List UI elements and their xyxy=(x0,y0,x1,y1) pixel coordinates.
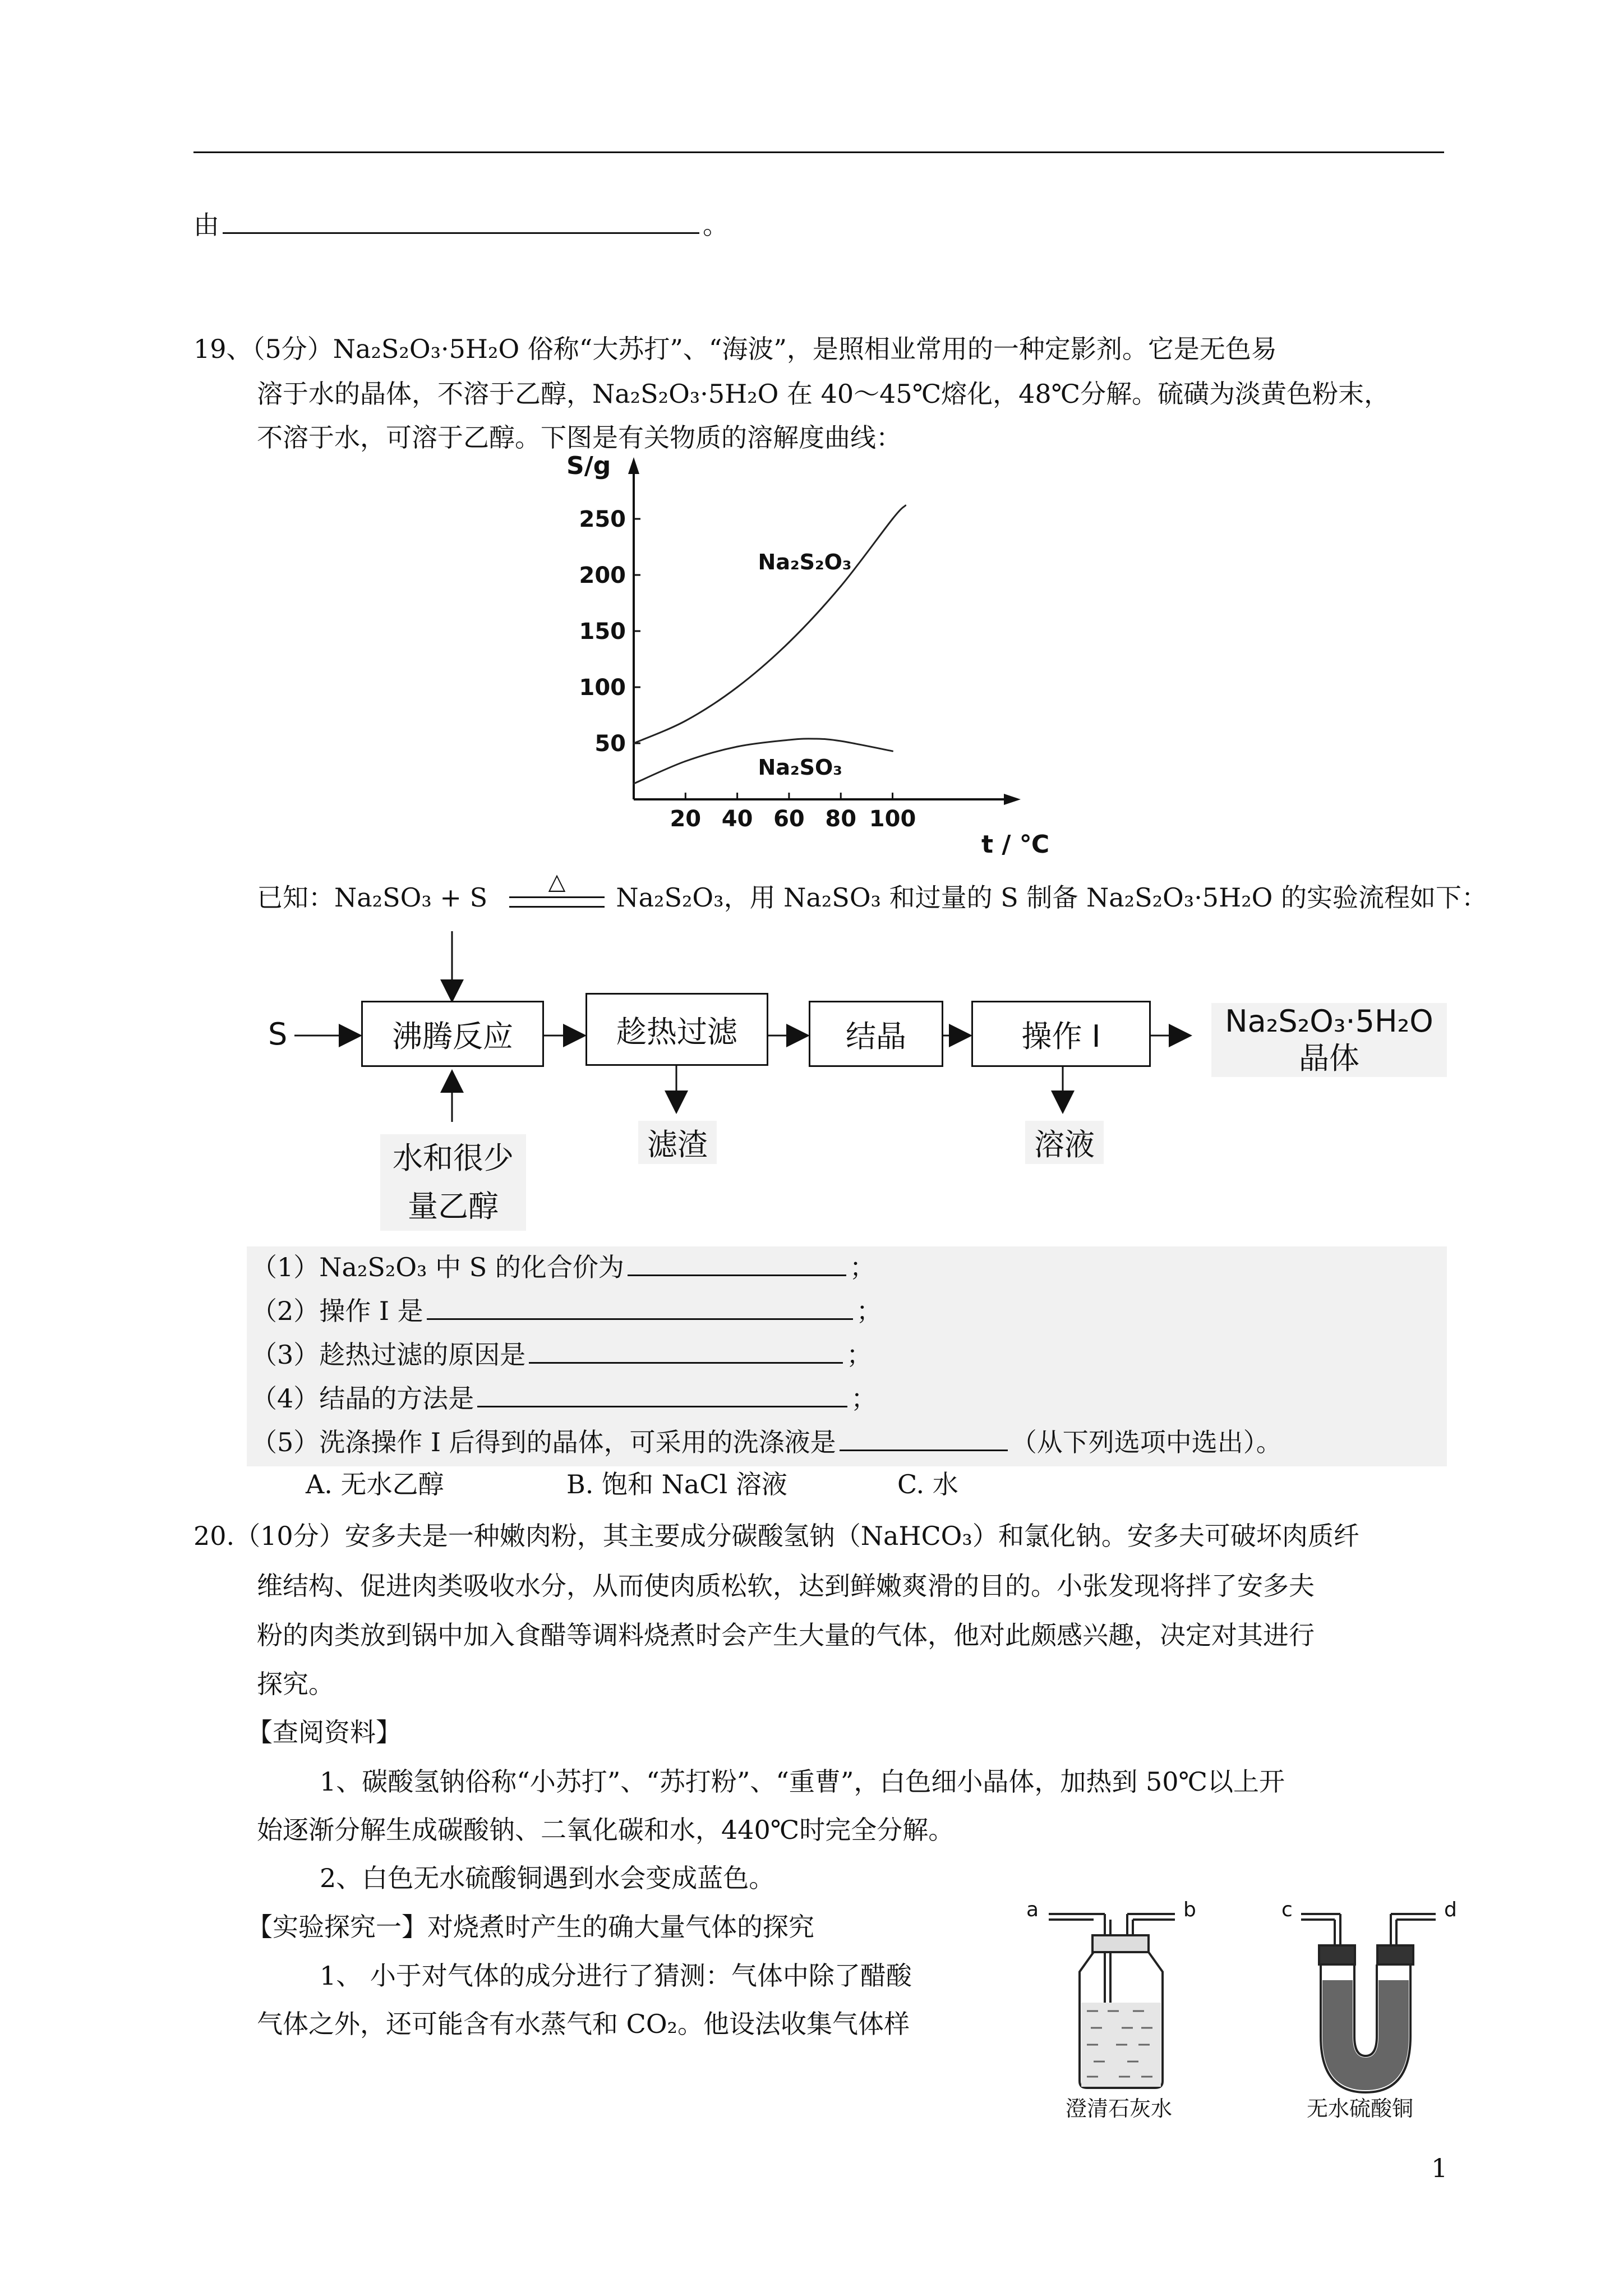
y-tick-label: 50 xyxy=(594,731,626,757)
flow-water-line2: 量乙醇 xyxy=(408,1189,499,1224)
series-point-0 xyxy=(685,720,686,722)
series-point-1 xyxy=(814,738,816,740)
flow-water-line1: 水和很少 xyxy=(393,1140,514,1176)
limewater-label: 澄清石灰水 xyxy=(1066,2096,1173,2121)
reaction-condition xyxy=(512,865,602,899)
question-2 xyxy=(251,1292,882,1328)
option-b: B. 饱和 NaCl 溶液 xyxy=(566,1469,787,1499)
flow-step-boiling-reaction-label: 沸腾反应 xyxy=(392,1018,513,1054)
x-tick-label: 100 xyxy=(869,806,916,832)
intro-line xyxy=(193,206,728,242)
series-point-0 xyxy=(736,687,738,688)
question-4-suffix: ； xyxy=(851,1383,877,1414)
q20-line1: 20.（10分）安多夫是一种嫩肉粉，其主要成分碳酸氢钠（NaHCO₃）和氯化钠。安多夫可破坏肉质纤 xyxy=(193,1521,1359,1551)
series-point-1 xyxy=(685,761,686,762)
tube-label-d: d xyxy=(1444,1898,1457,1921)
heat-triangle-icon: △ xyxy=(548,869,566,895)
series-point-1 xyxy=(633,783,635,785)
copper-sulfate-fill xyxy=(1322,1980,1409,2090)
question-2-suffix: ； xyxy=(856,1296,882,1326)
flow-step-boiling-reaction xyxy=(361,1001,544,1067)
flow-step-hot-filtration xyxy=(585,993,768,1066)
question-5 xyxy=(251,1424,1282,1459)
question-1-blank[interactable] xyxy=(628,1249,846,1276)
solubility-chart xyxy=(555,454,1088,858)
flow-step-crystallization-label: 结晶 xyxy=(846,1018,906,1054)
y-tick-label: 100 xyxy=(579,675,626,701)
question-4 xyxy=(251,1380,877,1415)
question-3-text: （3）趁热过滤的原因是 xyxy=(251,1340,526,1370)
flow-product xyxy=(1211,1003,1447,1077)
tube-label-a: a xyxy=(1026,1898,1039,1921)
apparatus-drawing xyxy=(1026,1902,1492,2115)
tube-label-b: b xyxy=(1183,1898,1196,1921)
series-line-0 xyxy=(634,505,906,743)
section-reference: 【查阅资料】 xyxy=(247,1717,402,1747)
y-axis-arrow xyxy=(628,457,639,474)
series-point-1 xyxy=(788,739,790,741)
q20-line3: 粉的肉类放到锅中加入食醋等调料烧煮时会产生大量的气体，他对此颇感兴趣，决定对其进行 xyxy=(257,1620,1315,1650)
series-label-0: Na₂S₂O₃ xyxy=(758,550,852,574)
q20-line2: 维结构、促进肉类吸收水分，从而使肉质松软，达到鲜嫩爽滑的目的。小张发现将拌了安多夫 xyxy=(257,1571,1315,1601)
flow-product-label: 晶体 xyxy=(1299,1041,1359,1076)
flow-step-operation-1-label: 操作 I xyxy=(1021,1018,1101,1054)
question-5-blank[interactable] xyxy=(840,1424,1008,1451)
page-number: 1 xyxy=(1431,2153,1448,2183)
question-1-text: （1）Na₂S₂O₃ 中 S 的化合价为 xyxy=(251,1252,624,1282)
option-c: C. 水 xyxy=(897,1469,958,1499)
q19-line2: 溶于水的晶体，不溶于乙醇，Na₂S₂O₃·5H₂O 在 40～45℃熔化，48℃分解。硫磺为淡黄色粉末， xyxy=(257,379,1390,409)
question-3-blank[interactable] xyxy=(529,1336,843,1364)
apparatus-figure xyxy=(1026,1898,1492,2121)
known-product: Na₂S₂O₃，用 Na₂SO₃ 和过量的 S 制备 Na₂S₂O₃·5H₂O 的实验流程如下： xyxy=(616,882,1487,913)
series-point-1 xyxy=(840,740,842,742)
question-3-suffix: ； xyxy=(846,1340,873,1370)
question-2-blank[interactable] xyxy=(427,1292,853,1320)
q19-line1: 19、（5分）Na₂S₂O₃·5H₂O 俗称“大苏打”、“海波”，是照相业常用的一种定影剂。它是无色易 xyxy=(193,334,1277,364)
series-point-1 xyxy=(736,746,738,748)
question-3 xyxy=(251,1336,872,1372)
copper-sulfate-label: 无水硫酸铜 xyxy=(1307,2096,1414,2121)
x-tick-label: 20 xyxy=(670,806,702,832)
x-axis-label: t / ℃ xyxy=(981,830,1050,858)
flow-input-s: S xyxy=(268,1016,288,1052)
question-4-blank[interactable] xyxy=(477,1380,847,1407)
flow-product-formula: Na₂S₂O₃·5H₂O xyxy=(1225,1004,1433,1039)
flow-water-ethanol xyxy=(380,1134,526,1231)
known-line xyxy=(257,869,1487,914)
known-prefix: 已知：Na₂SO₃ + S xyxy=(257,882,488,913)
header-rule xyxy=(193,151,1444,153)
series-point-1 xyxy=(892,751,893,752)
y-tick-label: 250 xyxy=(579,507,626,532)
x-tick-label: 40 xyxy=(721,806,753,832)
question-1 xyxy=(251,1249,875,1284)
flow-step-operation-1 xyxy=(971,1001,1151,1067)
intro-prefix: 由 xyxy=(193,210,219,240)
question-1-suffix: ； xyxy=(849,1252,875,1282)
question-5-text: （5）洗涤操作 I 后得到的晶体，可采用的洗涤液是 xyxy=(251,1427,836,1457)
x-axis-arrow xyxy=(1004,794,1021,805)
x-tick-label: 60 xyxy=(773,806,805,832)
y-tick-label: 200 xyxy=(579,563,626,588)
series-point-0 xyxy=(633,743,635,744)
series-point-0 xyxy=(892,518,893,520)
flow-solution: 溶液 xyxy=(1025,1121,1104,1164)
flow-diagram xyxy=(264,931,1453,1245)
reference-1b: 始逐渐分解生成碳酸钠、二氧化碳和水，440℃时完全分解。 xyxy=(257,1815,955,1845)
y-axis-label: S/g xyxy=(566,454,611,480)
option-a: A. 无水乙醇 xyxy=(306,1469,444,1499)
question-5-suffix: （从下列选项中选出）。 xyxy=(1011,1427,1282,1457)
series-point-0 xyxy=(840,586,842,587)
q20-line4: 探究。 xyxy=(257,1669,334,1699)
q19-line3: 不溶于水，可溶于乙醇。下图是有关物质的溶解度曲线： xyxy=(257,422,902,453)
flow-step-hot-filtration-label: 趁热过滤 xyxy=(616,1014,737,1050)
reaction-equal-sign xyxy=(509,896,605,908)
tube-label-c: c xyxy=(1281,1898,1293,1921)
question-2-text: （2）操作 I 是 xyxy=(251,1296,423,1326)
section-experiment-1: 【实验探究一】对烧煮时产生的确大量气体的探究 xyxy=(247,1912,814,1942)
x-tick-label: 80 xyxy=(825,806,857,832)
series-point-0 xyxy=(788,642,790,643)
intro-suffix: 。 xyxy=(703,210,728,240)
experiment-1a: 1、 小于对气体的成分进行了猜测：气体中除了醋酸 xyxy=(320,1961,912,1991)
y-tick-label: 150 xyxy=(579,619,626,645)
flow-step-crystallization xyxy=(809,1001,943,1067)
series-label-1: Na₂SO₃ xyxy=(758,755,842,780)
question-4-text: （4）结晶的方法是 xyxy=(251,1383,474,1414)
experiment-1b: 气体之外，还可能含有水蒸气和 CO₂。他设法收集气体样 xyxy=(257,2009,910,2039)
reference-2: 2、白色无水硫酸铜遇到水会变成蓝色。 xyxy=(320,1863,775,1893)
flow-residue: 滤渣 xyxy=(638,1121,717,1164)
intro-blank[interactable] xyxy=(223,206,699,234)
reference-1a: 1、碳酸氢钠俗称“小苏打”、“苏打粉”、“重曹”，白色细小晶体，加热到 50℃以上开 xyxy=(320,1766,1285,1797)
series-point-0 xyxy=(905,505,906,507)
